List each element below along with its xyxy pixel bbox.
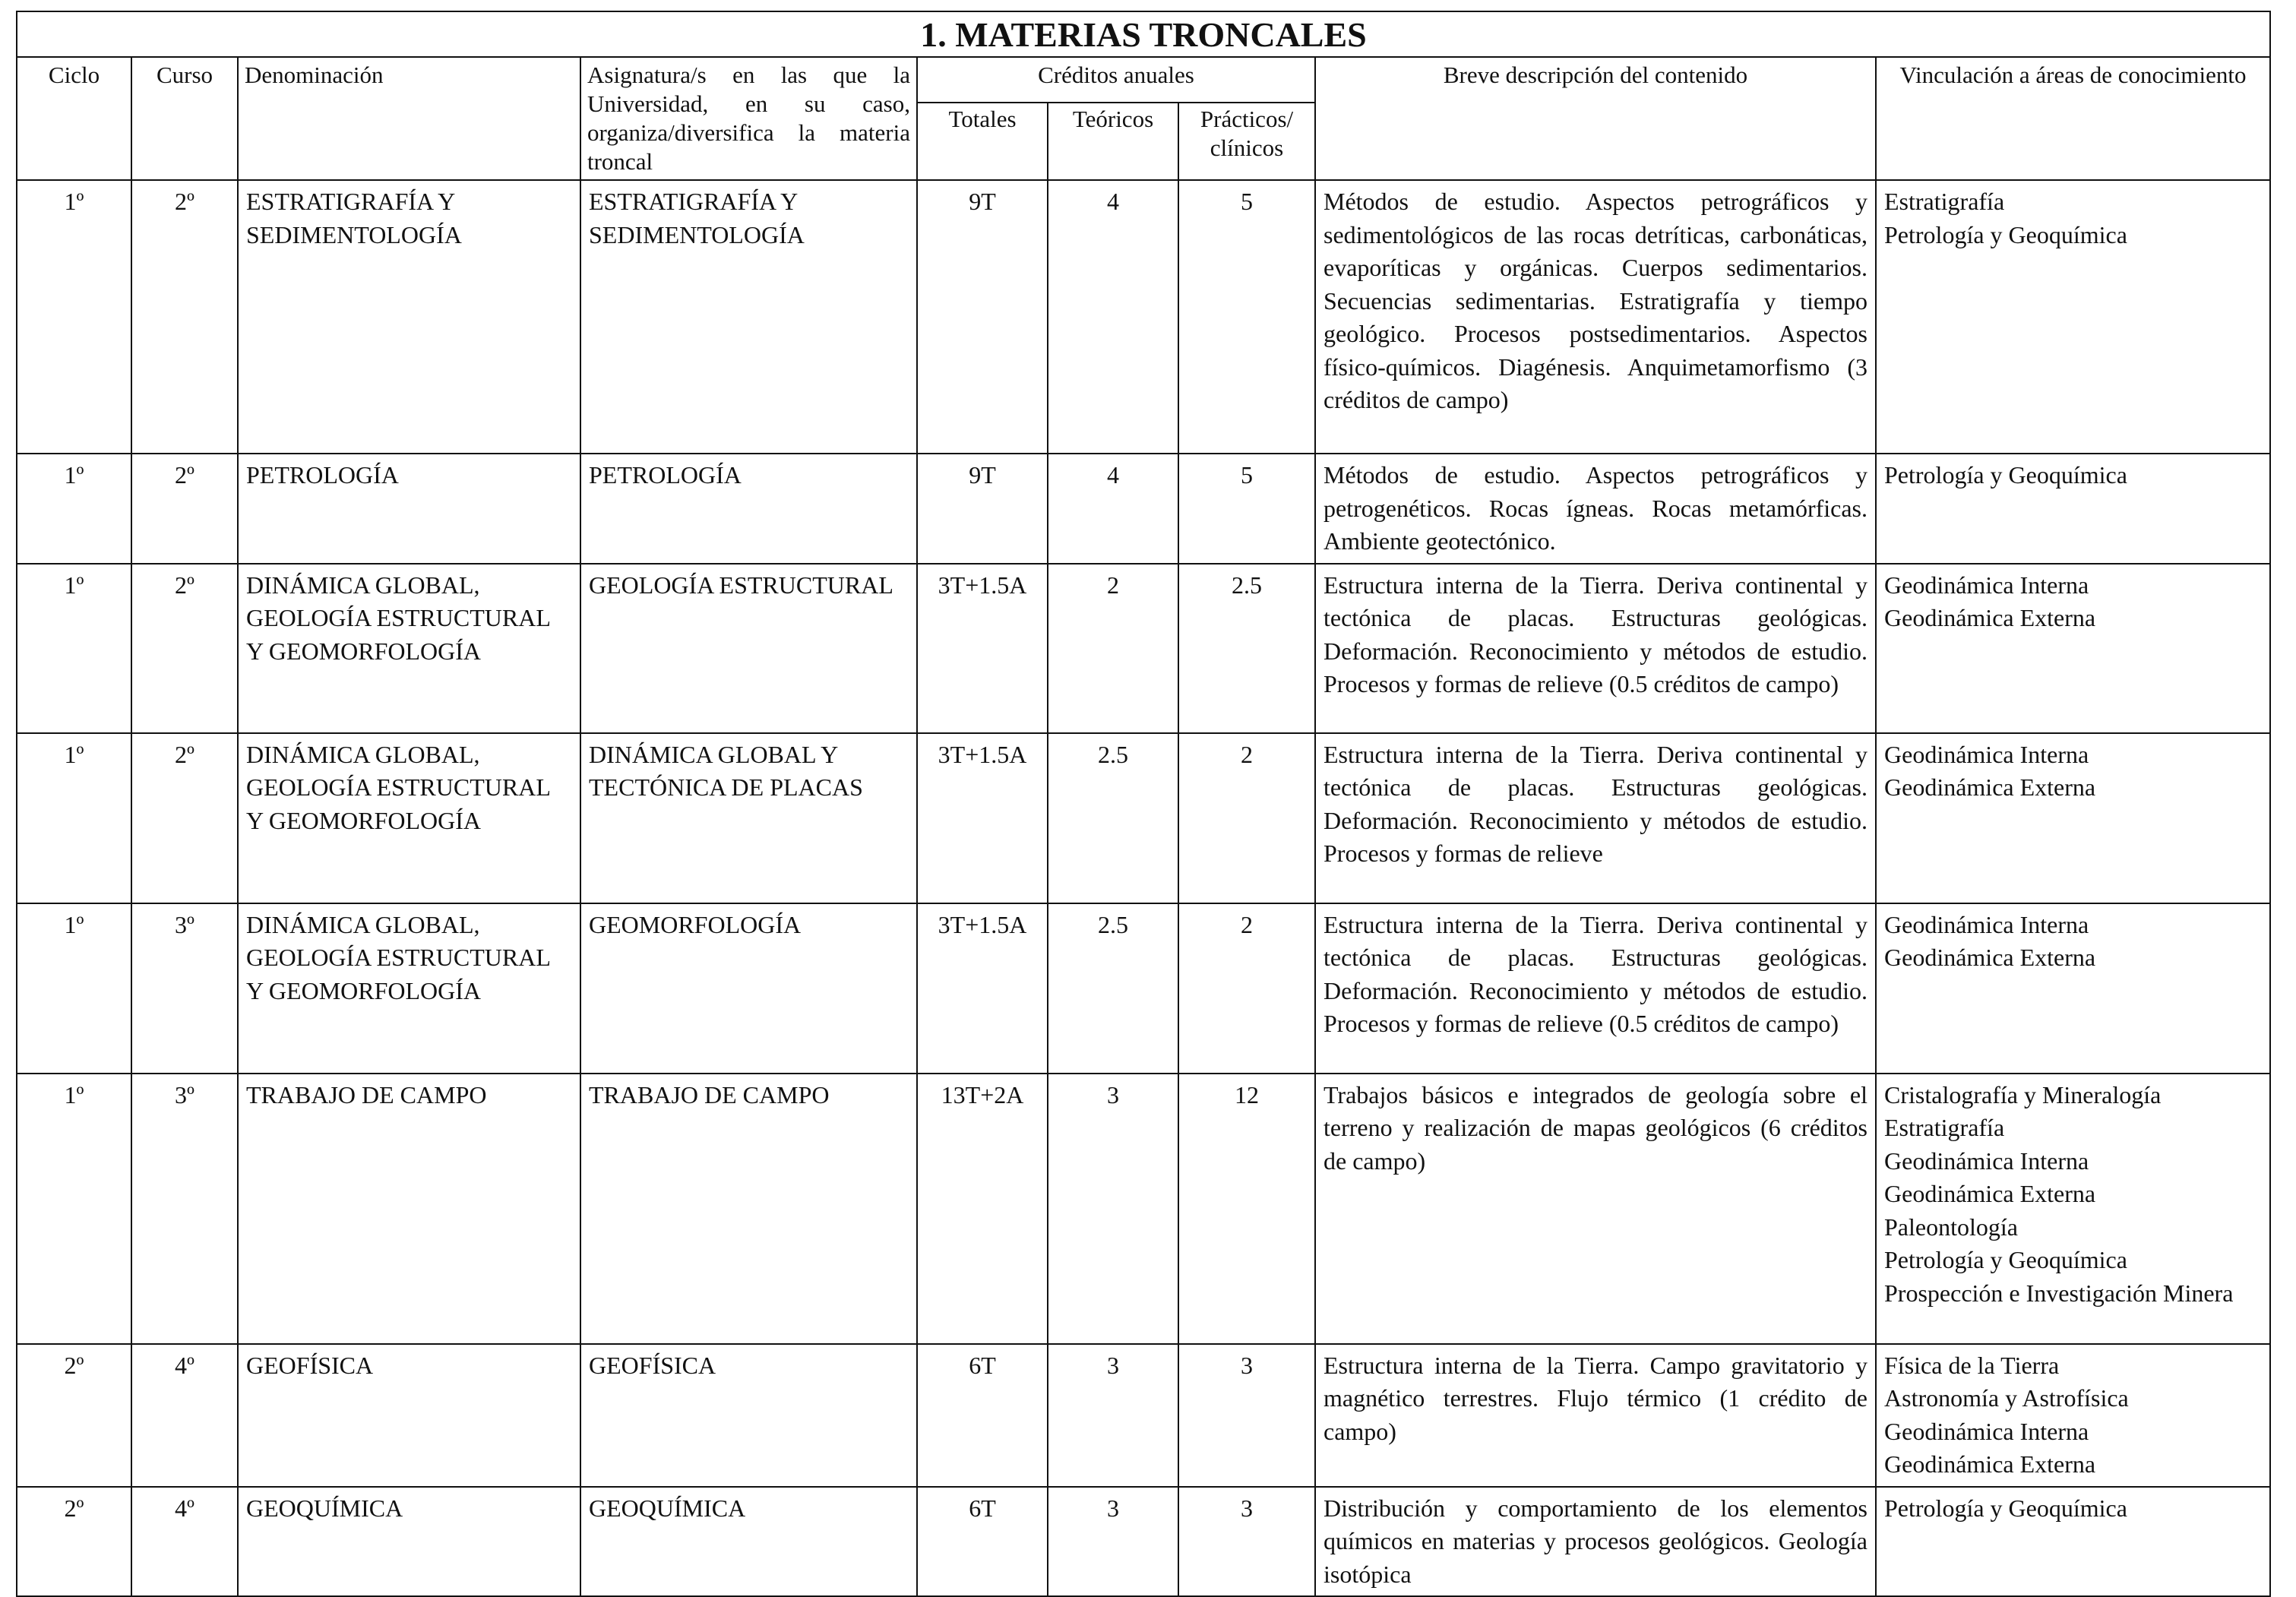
area-item: Cristalografía y Mineralogía xyxy=(1884,1080,2162,1108)
cell-teoricos: 3 xyxy=(1048,1344,1178,1487)
cell-descripcion: Métodos de estudio. Aspectos petrográficos y sedimentológicos de las rocas detríticas, carbonáticas, evaporíticas y orgánicas. Cuerpos sedimentarios. Secuencias sedimentarias. Estratigrafía y tiempo geológico. Procesos postsedimentarios. Aspectos físico-químicos. Diagénesis. Anquimetamorfismo (3 créditos de campo) xyxy=(1315,180,1876,454)
cell-vinculacion xyxy=(1876,1074,2270,1344)
cell-totales: 6T xyxy=(917,1344,1048,1487)
header-totales: Totales xyxy=(917,103,1048,180)
area-item: Física de la Tierra xyxy=(1884,1351,2060,1379)
area-item: Geodinámica Interna xyxy=(1884,571,2089,599)
cell-ciclo: 2º xyxy=(17,1487,131,1597)
cell-descripcion: Estructura interna de la Tierra. Deriva continental y tectónica de placas. Estructuras geológicas. Deformación. Reconocimiento y métodos de estudio. Procesos y formas de relieve (0.5 créditos de campo) xyxy=(1315,903,1876,1074)
table-row xyxy=(17,733,2270,903)
cell-asignatura: DINÁMICA GLOBAL Y TECTÓNICA DE PLACAS xyxy=(580,733,917,903)
table-row xyxy=(17,903,2270,1074)
cell-teoricos: 2.5 xyxy=(1048,903,1178,1074)
cell-practicos: 3 xyxy=(1178,1487,1315,1597)
cell-descripcion: Distribución y comportamiento de los elementos químicos en materias y procesos geológicos. Geología isotópica xyxy=(1315,1487,1876,1597)
cell-descripcion: Métodos de estudio. Aspectos petrográficos y petrogenéticos. Rocas ígneas. Rocas metamórficas. Ambiente geotectónico. xyxy=(1315,454,1876,564)
cell-descripcion: Estructura interna de la Tierra. Deriva continental y tectónica de placas. Estructuras geológicas. Deformación. Reconocimiento y métodos de estudio. Procesos y formas de relieve xyxy=(1315,733,1876,903)
cell-teoricos: 4 xyxy=(1048,454,1178,564)
cell-ciclo: 2º xyxy=(17,1344,131,1487)
materias-troncales-table xyxy=(16,11,2271,1597)
area-item: Petrología y Geoquímica xyxy=(1884,1494,2127,1522)
cell-ciclo: 1º xyxy=(17,564,131,733)
cell-asignatura: TRABAJO DE CAMPO xyxy=(580,1074,917,1344)
cell-teoricos: 3 xyxy=(1048,1487,1178,1597)
table-row xyxy=(17,1487,2270,1597)
cell-practicos: 5 xyxy=(1178,180,1315,454)
area-item: Geodinámica Interna xyxy=(1884,1146,2089,1175)
cell-asignatura: PETROLOGÍA xyxy=(580,454,917,564)
area-item: Petrología y Geoquímica xyxy=(1884,461,2127,489)
cell-totales: 9T xyxy=(917,454,1048,564)
cell-denominacion: GEOQUÍMICA xyxy=(238,1487,580,1597)
cell-totales: 9T xyxy=(917,180,1048,454)
cell-vinculacion xyxy=(1876,1344,2270,1487)
area-item: Geodinámica Externa xyxy=(1884,1180,2096,1207)
cell-denominacion: TRABAJO DE CAMPO xyxy=(238,1074,580,1344)
cell-curso: 3º xyxy=(131,903,238,1074)
cell-practicos: 5 xyxy=(1178,454,1315,564)
cell-asignatura: GEOLOGÍA ESTRUCTURAL xyxy=(580,564,917,733)
cell-totales: 3T+1.5A xyxy=(917,564,1048,733)
cell-teoricos: 2 xyxy=(1048,564,1178,733)
area-item: Geodinámica Externa xyxy=(1884,1450,2096,1478)
cell-totales: 13T+2A xyxy=(917,1074,1048,1344)
cell-teoricos: 3 xyxy=(1048,1074,1178,1344)
cell-practicos: 12 xyxy=(1178,1074,1315,1344)
header-asignatura: Asignatura/s en las que la Universidad, en su caso, organiza/diversifica la materia troncal xyxy=(580,57,917,180)
table-row xyxy=(17,1344,2270,1487)
table-title: 1. MATERIAS TRONCALES xyxy=(17,11,2270,57)
cell-denominacion: DINÁMICA GLOBAL, GEOLOGÍA ESTRUCTURAL Y GEOMORFOLOGÍA xyxy=(238,564,580,733)
cell-ciclo: 1º xyxy=(17,733,131,903)
header-teoricos: Teóricos xyxy=(1048,103,1178,180)
area-item: Geodinámica Externa xyxy=(1884,773,2096,801)
cell-practicos: 2 xyxy=(1178,903,1315,1074)
cell-vinculacion xyxy=(1876,1487,2270,1597)
area-item: Paleontología xyxy=(1884,1213,2018,1241)
cell-curso: 2º xyxy=(131,180,238,454)
cell-teoricos: 4 xyxy=(1048,180,1178,454)
area-item: Estratigrafía xyxy=(1884,1114,2005,1141)
cell-asignatura: GEOQUÍMICA xyxy=(580,1487,917,1597)
cell-descripcion: Estructura interna de la Tierra. Campo gravitatorio y magnético terrestres. Flujo térmico (1 crédito de campo) xyxy=(1315,1344,1876,1487)
cell-denominacion: DINÁMICA GLOBAL, GEOLOGÍA ESTRUCTURAL Y GEOMORFOLOGÍA xyxy=(238,903,580,1074)
header-creditos-anuales: Créditos anuales xyxy=(917,57,1315,103)
area-item: Petrología y Geoquímica xyxy=(1884,220,2127,248)
header-vinculacion: Vinculación a áreas de conocimiento xyxy=(1876,57,2270,180)
header-ciclo: Ciclo xyxy=(17,57,131,180)
area-item: Geodinámica Interna xyxy=(1884,740,2089,768)
area-item: Estratigrafía xyxy=(1884,188,2005,215)
header-denominacion: Denominación xyxy=(238,57,580,180)
cell-totales: 6T xyxy=(917,1487,1048,1597)
cell-asignatura: GEOFÍSICA xyxy=(580,1344,917,1487)
header-curso: Curso xyxy=(131,57,238,180)
document-sheet xyxy=(16,11,2269,1597)
area-item: Petrología y Geoquímica xyxy=(1884,1246,2127,1273)
cell-practicos: 2 xyxy=(1178,733,1315,903)
cell-asignatura: ESTRATIGRAFÍA Y SEDIMENTOLOGÍA xyxy=(580,180,917,454)
cell-curso: 3º xyxy=(131,1074,238,1344)
cell-vinculacion xyxy=(1876,733,2270,903)
area-item: Geodinámica Interna xyxy=(1884,910,2089,938)
header-descripcion: Breve descripción del contenido xyxy=(1315,57,1876,180)
cell-ciclo: 1º xyxy=(17,454,131,564)
cell-denominacion: DINÁMICA GLOBAL, GEOLOGÍA ESTRUCTURAL Y GEOMORFOLOGÍA xyxy=(238,733,580,903)
cell-ciclo: 1º xyxy=(17,1074,131,1344)
header-practicos: Prácticos/ clínicos xyxy=(1178,103,1315,180)
area-item: Astronomía y Astrofísica xyxy=(1884,1384,2129,1412)
cell-practicos: 3 xyxy=(1178,1344,1315,1487)
cell-vinculacion xyxy=(1876,564,2270,733)
area-item: Geodinámica Externa xyxy=(1884,944,2096,971)
cell-vinculacion xyxy=(1876,903,2270,1074)
table-body xyxy=(17,180,2270,1596)
table-row xyxy=(17,180,2270,454)
cell-denominacion: PETROLOGÍA xyxy=(238,454,580,564)
cell-descripcion: Trabajos básicos e integrados de geología sobre el terreno y realización de mapas geológicos (6 créditos de campo) xyxy=(1315,1074,1876,1344)
cell-vinculacion xyxy=(1876,180,2270,454)
cell-ciclo: 1º xyxy=(17,903,131,1074)
cell-asignatura: GEOMORFOLOGÍA xyxy=(580,903,917,1074)
table-row xyxy=(17,1074,2270,1344)
cell-curso: 4º xyxy=(131,1344,238,1487)
table-row xyxy=(17,454,2270,564)
area-item: Geodinámica Externa xyxy=(1884,604,2096,631)
area-item: Prospección e Investigación Minera xyxy=(1884,1279,2234,1307)
cell-curso: 4º xyxy=(131,1487,238,1597)
cell-denominacion: ESTRATIGRAFÍA Y SEDIMENTOLOGÍA xyxy=(238,180,580,454)
cell-curso: 2º xyxy=(131,454,238,564)
cell-curso: 2º xyxy=(131,733,238,903)
cell-teoricos: 2.5 xyxy=(1048,733,1178,903)
cell-denominacion: GEOFÍSICA xyxy=(238,1344,580,1487)
cell-totales: 3T+1.5A xyxy=(917,903,1048,1074)
cell-descripcion: Estructura interna de la Tierra. Deriva continental y tectónica de placas. Estructuras geológicas. Deformación. Reconocimiento y métodos de estudio. Procesos y formas de relieve (0.5 créditos de campo) xyxy=(1315,564,1876,733)
cell-ciclo: 1º xyxy=(17,180,131,454)
area-item: Geodinámica Interna xyxy=(1884,1417,2089,1445)
cell-curso: 2º xyxy=(131,564,238,733)
cell-practicos: 2.5 xyxy=(1178,564,1315,733)
cell-totales: 3T+1.5A xyxy=(917,733,1048,903)
table-row xyxy=(17,564,2270,733)
cell-vinculacion xyxy=(1876,454,2270,564)
